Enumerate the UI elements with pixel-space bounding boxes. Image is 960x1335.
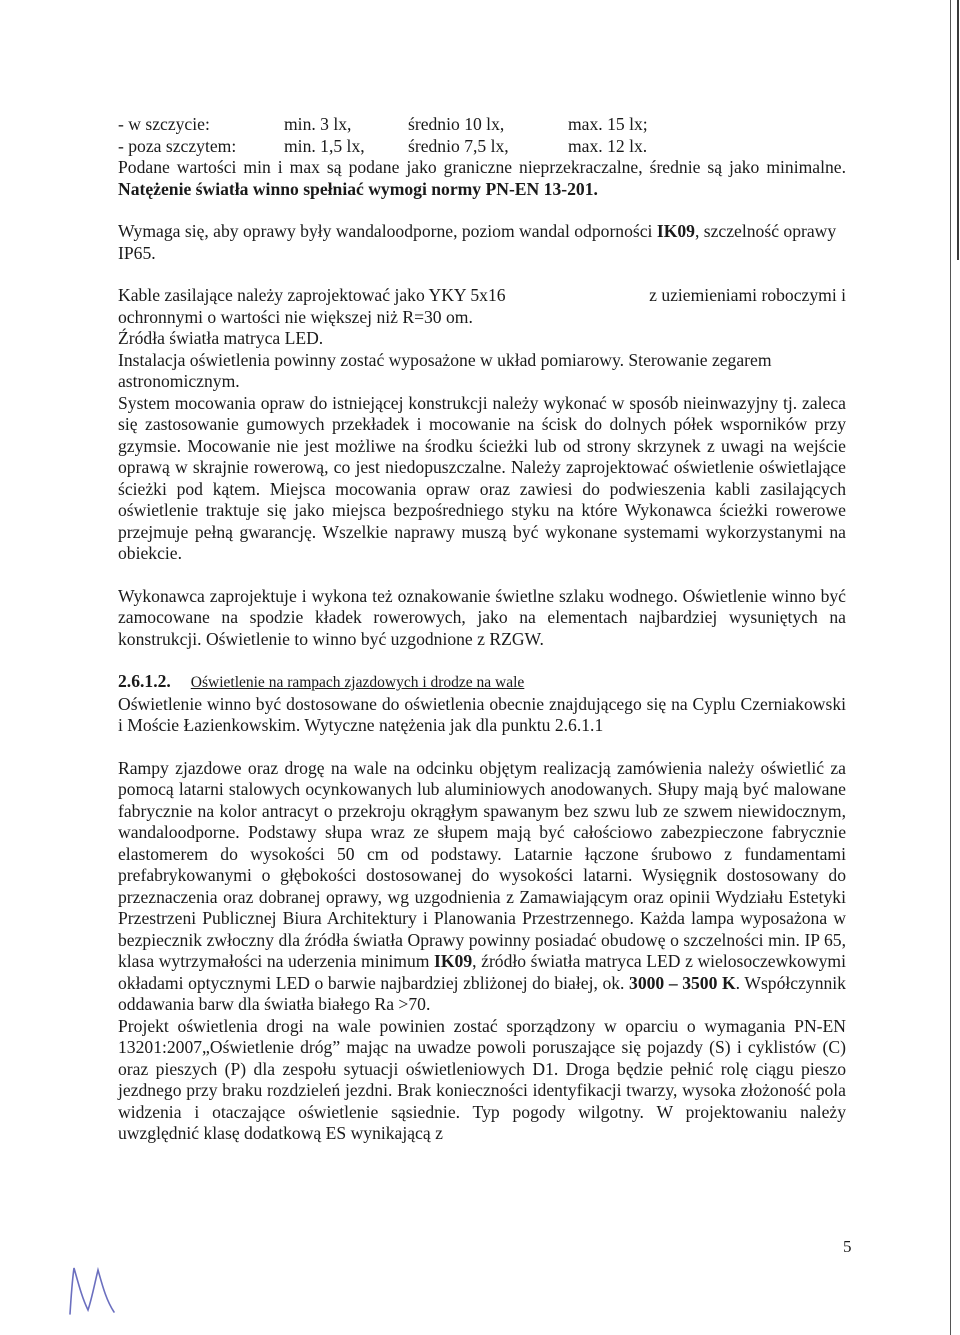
- handwritten-initial: [62, 1262, 122, 1318]
- spacer: [118, 737, 846, 758]
- color-temperature: 3000 – 3500 K: [629, 972, 736, 993]
- norm-requirement: Natężenie światła winno spełniać wymogi normy PN-EN 13-201.: [118, 178, 598, 199]
- spacer: [118, 650, 846, 671]
- ramps-text-3: . Współczynnik oddawania barw dla światła białego Ra >70.: [118, 972, 846, 1014]
- lux-row-offpeak: [118, 136, 846, 158]
- vandal-paragraph: [118, 221, 846, 264]
- spacer: [118, 264, 846, 285]
- ramps-ik-class: IK09: [434, 951, 473, 971]
- lux-label: - poza szczytem:: [118, 135, 237, 156]
- design-paragraph: Projekt oświetlenia drogi na wale powinien zostać sporządzony w oparciu o wymagania PN-EN 13201:2007„Oświetlenie dróg” mając na uwadze powoli poruszające się pojazdy (S) i cyklistów (C) oraz pieszych (P) dla zespołu sytuacji oświetleniowych D1. Droga będzie pełnić rolę ciągu pieszo jezdnego przy braku rozdzieleń jezdni. Brak konieczności identyfikacji twarzy, wysoka złożoność pola widzenia i otaczające oświetlenie sąsiednie. Typ pogody wilgotny. W projektowaniu należy uwzględnić klasę dodatkową ES wynikającą z: [118, 1015, 846, 1143]
- cable-right: z uziemieniami roboczymi i: [649, 285, 846, 305]
- lux-row-peak: [118, 114, 846, 136]
- ramps-text-2: , źródło światła matryca LED z wielosoczewkowymi okładami optycznymi LED o barwie najbardziej zbliżonej do białej, ok.: [118, 951, 846, 993]
- lux-note-text: Podane wartości min i max są podane jako graniczne nieprzekraczalne, średnie są jako minimalne.: [118, 157, 846, 177]
- section-title: Oświetlenie na rampach zjazdowych i drodze na wale: [190, 674, 525, 691]
- vandal-tail: , szczelność oprawy IP65.: [118, 221, 837, 263]
- lux-max: max. 12 lx.: [568, 135, 648, 156]
- page-body: [118, 114, 846, 1145]
- vandal-class: IK09: [656, 221, 695, 241]
- waterway-marking-paragraph: Wykonawca zaprojektuje i wykona też oznakowanie świetlne szlaku wodnego. Oświetlenie winno być zamocowane na spodzie kładek rowerowych, jako na elementach najbardziej wysuniętych na konstrukcji. Oświetlenie to winno być uzgodnione z RZGW.: [118, 585, 846, 649]
- spacer: [118, 565, 846, 586]
- section-heading: [118, 671, 846, 694]
- section-number: 2.6.1.2.: [118, 671, 171, 691]
- cable-line-2: ochronnymi o wartości nie większej niż R=30 om.: [118, 306, 473, 327]
- lux-min: min. 3 lx,: [284, 114, 352, 134]
- mounting-paragraph: System mocowania opraw do istniejącej konstrukcji należy wykonać w sposób nieinwazyjny tj. zaleca się zastosowanie gumowych przekładek i mocowanie na ścisk do dolnych półek wsporników przy gzymsie. Mocowanie nie jest możliwe na środku ścieżki lub od strony skrzynek z uwagi na wejście oprawą w skrajnie rowerową, co jest niedopuszczalne. Należy zaprojektować oświetlenie oświetlające ścieżki pod kątem. Miejsca mocowania opraw oraz zawiesi do podwieszenia kabli zasilających oświetlenie traktuje się jako miejsca bezpośredniego styku na które Wykonawca ścieżki rowerowe przejmuje pełną gwarancję. Wszelkie naprawy muszą być wykonane systemami wykorzystanymi na obiekcie.: [118, 392, 846, 563]
- lux-avg: średnio 7,5 lx,: [408, 135, 509, 156]
- page-number: 5: [843, 1237, 852, 1256]
- scan-edge-line: [950, 0, 951, 1335]
- lux-label: - w szczycie:: [118, 114, 210, 134]
- ramps-text: Rampy zjazdowe oraz drogę na wale na odcinku objętym realizacją zamówienia należy oświetlić za pomocą latarni stalowych ocynkowanych lub aluminiowych anodowanych. Słupy mają być malowane fabrycznie na kolor antracyt o przekroju okrągłym spawanym bez szwu lub ze szwem niewidocznym, wandaloodporne. Podstawy słupa wraz ze słupem mają być całościowo zabezpieczone fabrycznie elastomerem do wysokości 50 cm od podstawy. Latarnie łączone śrubowo z fundamentami prefabrykowanymi o głębokości dostosowanej do wysokości latarni. Wysięgnik dostosowany do przeznaczenia oraz dobranej oprawy, wg uzgodnienia z Zamawiającym oraz opinii Wydziału Estetyki Przestrzeni Publicznej Biura Architektury i Planowania Przestrzennego. Każda lampa wyposażona w bezpiecznik zwłoczny dla źródła światła Oprawy powinny posiadać obudowę o szczelności min. IP 65, klasa wytrzymałości na uderzenia minimum: [118, 757, 846, 971]
- lux-max: max. 15 lx;: [568, 114, 648, 134]
- scan-edge-mark: [957, 0, 959, 260]
- ramps-paragraph: [118, 758, 846, 1016]
- section-intro: Oświetlenie winno być dostosowane do oświetlenia obecnie znajdującego się na Cyplu Czerniakowski i Moście Łazienkowskim. Wytyczne natężenia jak dla punktu 2.6.1.1: [118, 693, 846, 735]
- installation-paragraph: Instalacja oświetlenia powinny zostać wyposażone w układ pomiarowy. Sterowanie zegarem astronomicznym.: [118, 349, 772, 391]
- spacer: [118, 200, 846, 221]
- lux-note: [118, 157, 846, 200]
- cable-line: [118, 285, 846, 307]
- light-source-line: Źródła światła matryca LED.: [118, 328, 324, 348]
- cable-left: Kable zasilające należy zaprojektować jako YKY 5x16: [118, 285, 506, 305]
- lux-avg: średnio 10 lx,: [408, 114, 505, 134]
- vandal-text: Wymaga się, aby oprawy były wandaloodporne, poziom wandal odporności: [118, 221, 653, 241]
- lux-min: min. 1,5 lx,: [284, 135, 365, 156]
